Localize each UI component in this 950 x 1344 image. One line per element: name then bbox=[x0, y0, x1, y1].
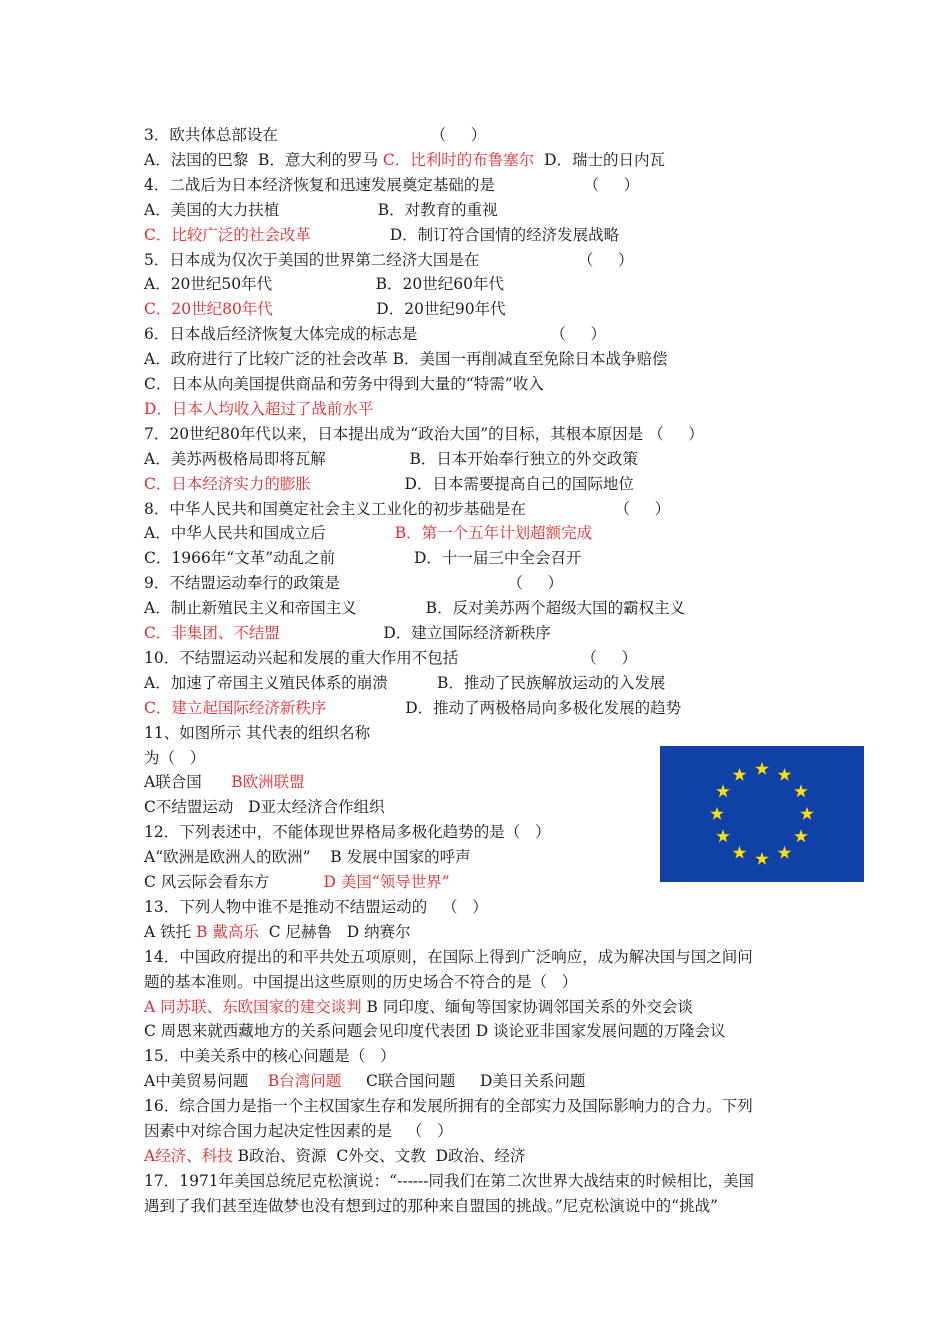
line-text: A．政府进行了比较广泛的社会改革 B．美国一再削减直至免除日本战争赔偿 bbox=[144, 350, 668, 369]
line-text: C不结盟运动 D亚太经济合作组织 bbox=[144, 798, 385, 817]
answer-text: D．日本人均收入超过了战前水平 bbox=[144, 399, 374, 418]
answer-text: D 美国“领导世界” bbox=[323, 873, 450, 891]
text-line bbox=[144, 820, 551, 845]
text-line bbox=[144, 248, 634, 273]
star-icon bbox=[710, 807, 724, 820]
line-text: 5．日本成为仅次于美国的世界第二经济大国是在 （ ） bbox=[144, 250, 634, 269]
line-text: 12．下列表述中，不能体现世界格局多极化趋势的是（ ） bbox=[144, 823, 551, 842]
line-text: 11、如图所示 其代表的组织名称 bbox=[144, 723, 371, 742]
answer-text: C．20世纪80年代 bbox=[144, 300, 273, 319]
line-text: C 风云际会看东方 bbox=[144, 873, 324, 891]
text-line bbox=[144, 995, 693, 1020]
line-text: B 同印度、缅甸等国家协调邻国关系的外交会谈 bbox=[361, 997, 693, 1016]
line-text: D．制订符合国情的经济发展战略 bbox=[310, 225, 620, 244]
line-text: A．美国的大力扶植 B．对教育的重视 bbox=[144, 200, 498, 219]
line-text: A联合国 bbox=[144, 773, 232, 792]
text-line bbox=[144, 297, 506, 322]
line-text: A．美苏两极格局即将瓦解 B．日本开始奉行独立的外交政策 bbox=[144, 449, 638, 468]
line-text: C．日本从向美国提供商品和劳务中得到大量的“特需”收入 bbox=[144, 375, 544, 393]
line-text: 因素中对综合国力起决定性因素的是 （ ） bbox=[144, 1122, 453, 1140]
line-text: D．20世纪90年代 bbox=[272, 300, 506, 319]
line-text: D．推动了两极格局向多极化发展的趋势 bbox=[326, 698, 682, 717]
text-line bbox=[144, 696, 681, 721]
text-line bbox=[144, 746, 205, 771]
text-line bbox=[144, 148, 665, 173]
text-line bbox=[144, 422, 704, 447]
line-text: 14．中国政府提出的和平共处五项原则，在国际上得到广泛响应，成为解决国与国之间问 bbox=[144, 947, 753, 966]
text-line bbox=[144, 198, 498, 223]
line-text: 15．中美关系中的核心问题是（ ） bbox=[144, 1047, 396, 1066]
star-icon bbox=[755, 852, 769, 865]
answer-text: B台湾问题 bbox=[267, 1072, 342, 1091]
text-line bbox=[144, 571, 563, 596]
line-text: D．建立国际经济新秩序 bbox=[279, 624, 551, 642]
text-line bbox=[144, 1069, 585, 1094]
line-text: A．中华人民共和国成立后 bbox=[144, 524, 395, 543]
line-text: 9．不结盟运动奉行的政策是 （ ） bbox=[144, 574, 564, 593]
line-text: 4．二战后为日本经济恢复和迅速发展奠定基础的是 （ ） bbox=[144, 175, 640, 194]
text-line bbox=[144, 123, 486, 148]
text-line bbox=[144, 497, 670, 522]
text-line bbox=[144, 945, 753, 970]
line-text: A“欧洲是欧洲人的欧洲” B 发展中国家的呼声 bbox=[144, 848, 471, 867]
line-text: A．法国的巴黎 B．意大利的罗马 bbox=[144, 150, 383, 169]
line-text: 16．综合国力是指一个主权国家生存和发展所拥有的全部实力及国际影响力的合力。下列 bbox=[144, 1097, 753, 1116]
text-line bbox=[144, 1119, 453, 1144]
text-line bbox=[144, 322, 606, 347]
star-icon bbox=[794, 784, 808, 797]
text-line bbox=[144, 1019, 726, 1044]
answer-text: C．比利时的布鲁塞尔 bbox=[382, 150, 535, 169]
text-line bbox=[144, 546, 581, 571]
text-line bbox=[144, 223, 619, 248]
text-line bbox=[144, 671, 665, 696]
line-text: A．制止新殖民主义和帝国主义 B．反对美苏两个超级大国的霸权主义 bbox=[144, 599, 686, 618]
answer-text: B 戴高乐 bbox=[196, 922, 259, 941]
answer-text: B欧洲联盟 bbox=[231, 773, 305, 792]
line-text: 17．1971年美国总统尼克松演说：“------同我们在第二次世界大战结束的时候相比，美国 bbox=[144, 1171, 755, 1190]
star-icon bbox=[778, 846, 792, 859]
text-line bbox=[144, 770, 305, 795]
star-icon bbox=[778, 768, 792, 781]
line-text: C 尼赫鲁 D 纳赛尔 bbox=[258, 922, 411, 941]
star-icon bbox=[733, 846, 747, 859]
line-text: A．20世纪50年代 B．20世纪60年代 bbox=[144, 275, 504, 294]
answer-text: C．非集团、不结盟 bbox=[144, 624, 280, 642]
text-line bbox=[144, 795, 385, 820]
line-text: 题的基本准则。中国提出这些原则的历史场合不符合的是（ ） bbox=[144, 972, 578, 991]
line-text: 遇到了我们甚至连做梦也没有想到过的那种来自盟国的挑战。”尼克松演说中的“挑战” bbox=[144, 1196, 719, 1215]
line-text: A．加速了帝国主义殖民体系的崩溃 B．推动了民族解放运动的入发展 bbox=[144, 673, 666, 692]
text-line bbox=[144, 521, 592, 546]
star-icon bbox=[716, 784, 730, 797]
answer-text: C．建立起国际经济新秩序 bbox=[144, 698, 327, 717]
text-line bbox=[144, 1094, 753, 1119]
line-text: C 周恩来就西藏地方的关系问题会见印度代表团 D 谈论亚非国家发展问题的万隆会议 bbox=[144, 1022, 726, 1041]
text-line bbox=[144, 895, 488, 920]
star-icon bbox=[800, 807, 814, 820]
text-line bbox=[144, 920, 411, 945]
line-text: 10．不结盟运动兴起和发展的重大作用不包括 （ ） bbox=[144, 648, 638, 667]
line-text: 8．中华人民共和国奠定社会主义工业化的初步基础是在 （ ） bbox=[144, 499, 671, 518]
answer-text: B．第一个五年计划超额完成 bbox=[394, 524, 593, 543]
line-text: A 铁托 bbox=[144, 922, 197, 941]
line-text: C．1966年“文革”动乱之前 D．十一届三中全会召开 bbox=[144, 549, 582, 568]
answer-text: C．比较广泛的社会改革 bbox=[144, 225, 311, 244]
text-line bbox=[144, 970, 577, 995]
text-line bbox=[144, 472, 634, 497]
text-line bbox=[144, 372, 544, 397]
line-text: 为（ ） bbox=[144, 748, 206, 767]
eu-flag-stars bbox=[660, 746, 864, 882]
line-text: 7．20世纪80年代以来，日本提出成为“政治大国”的目标，其根本原因是 （ ） bbox=[144, 424, 704, 443]
line-text: 3．欧共体总部设在 （ ） bbox=[144, 126, 487, 144]
line-text: D．瑞士的日内瓦 bbox=[534, 150, 666, 169]
text-line bbox=[144, 272, 504, 297]
text-line bbox=[144, 347, 668, 372]
star-icon bbox=[755, 762, 769, 775]
line-text: C联合国问题 D美日关系问题 bbox=[341, 1072, 586, 1091]
text-line bbox=[144, 596, 685, 621]
text-line bbox=[144, 397, 373, 422]
text-line bbox=[144, 646, 637, 671]
text-line bbox=[144, 845, 471, 870]
eu-flag-icon bbox=[660, 746, 864, 882]
text-line bbox=[144, 621, 551, 646]
line-text: A中美贸易问题 bbox=[144, 1072, 268, 1091]
line-text: D．日本需要提高自己的国际地位 bbox=[310, 474, 634, 493]
text-line bbox=[144, 721, 370, 746]
text-line bbox=[144, 1144, 526, 1169]
text-line bbox=[144, 173, 639, 198]
answer-text: C．日本经济实力的膨胀 bbox=[144, 474, 311, 493]
star-icon bbox=[733, 768, 747, 781]
star-icon bbox=[716, 829, 730, 842]
line-text: 13．下列人物中谁不是推动不结盟运动的 （ ） bbox=[144, 897, 488, 916]
text-line bbox=[144, 1044, 396, 1069]
line-text: B政治、资源 C外交、文教 D政治、经济 bbox=[232, 1146, 526, 1165]
text-line bbox=[144, 1169, 754, 1194]
line-text: 6．日本战后经济恢复大体完成的标志是 （ ） bbox=[144, 325, 607, 344]
answer-text: A经济、科技 bbox=[144, 1146, 233, 1165]
star-icon bbox=[794, 829, 808, 842]
text-line bbox=[144, 870, 450, 895]
text-line bbox=[144, 1194, 718, 1219]
answer-text: A 同苏联、东欧国家的建交谈判 bbox=[144, 997, 362, 1016]
text-line bbox=[144, 447, 638, 472]
